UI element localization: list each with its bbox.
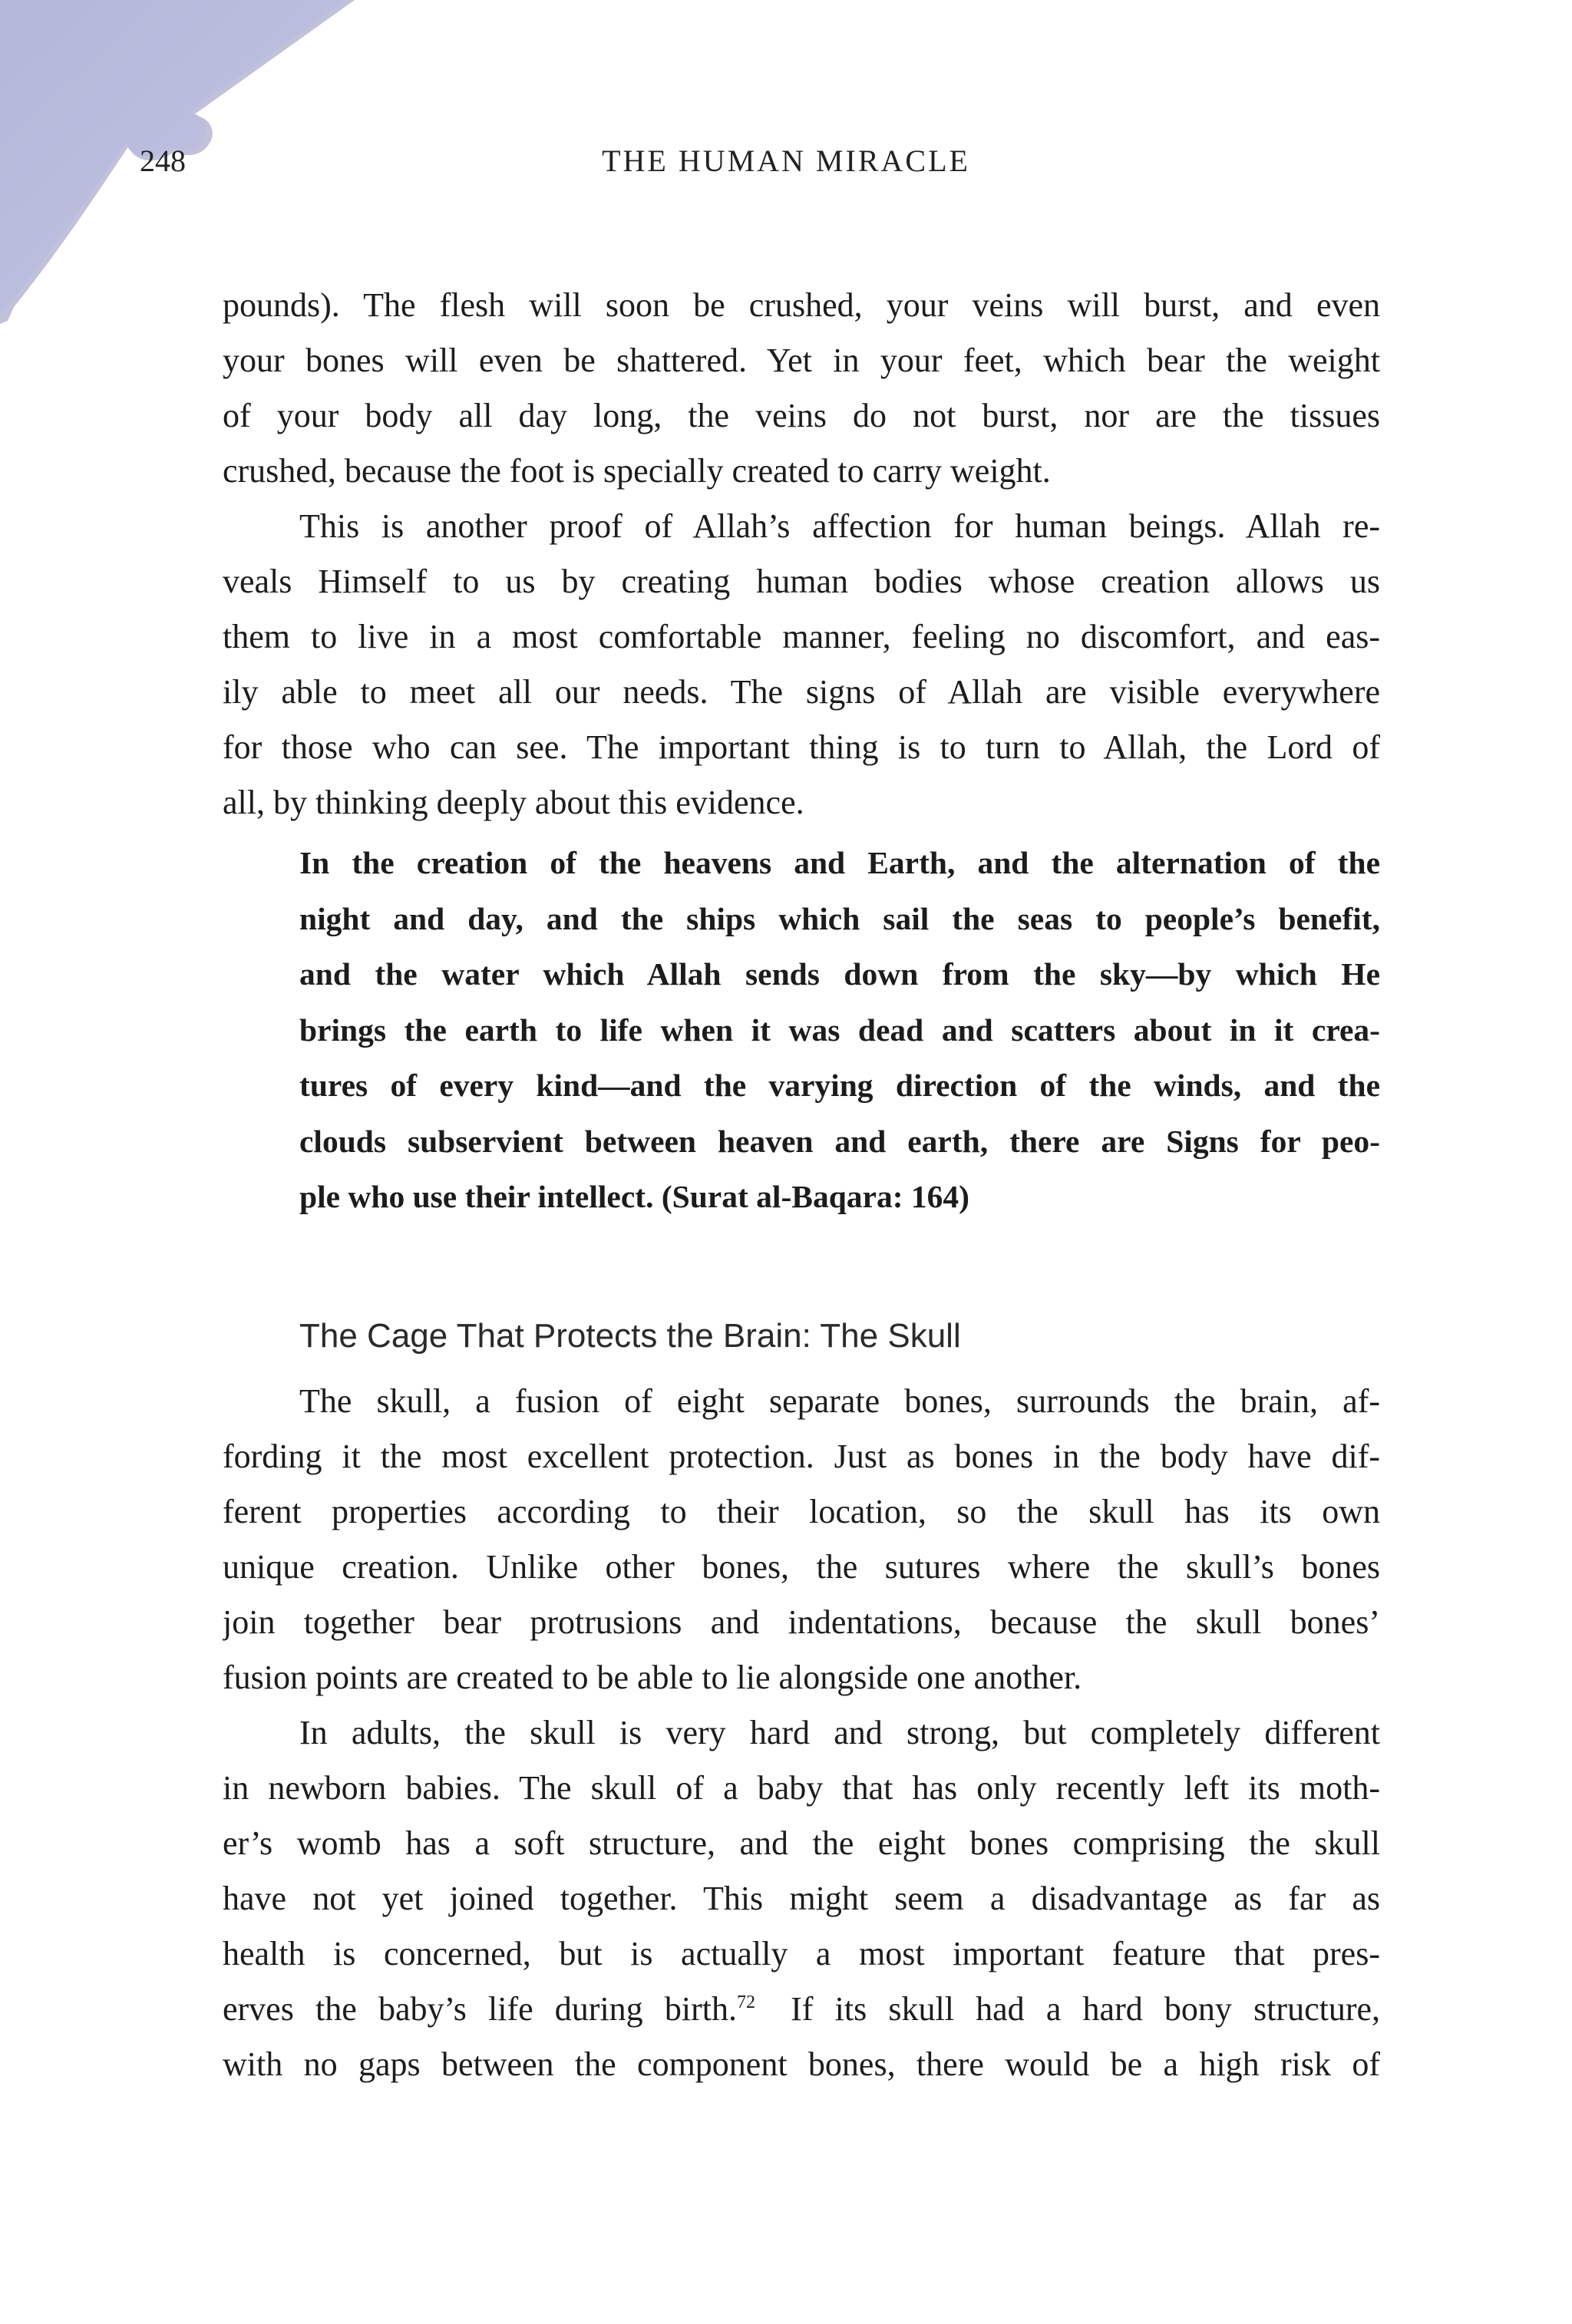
quote-line: and the water which Allah sends down from the sky—by which He <box>299 956 1380 992</box>
text-line: In adults, the skull is very hard and strong, but completely different <box>299 1713 1380 1751</box>
quote-line: night and day, and the ships which sail the seas to people’s benefit, <box>299 900 1380 936</box>
text-line: them to live in a most comfortable manner, feeling no discomfort, and eas- <box>223 618 1380 655</box>
section-heading: The Cage That Protects the Brain: The Skull <box>299 1316 961 1355</box>
footnote-line-after: If its skull had a hard bony structure, <box>791 1989 1380 2028</box>
paragraph <box>223 1374 1380 1705</box>
text-line: er’s womb has a soft structure, and the eight bones comprising the skull <box>223 1824 1380 1862</box>
footnote-reference[interactable]: 72 <box>736 1992 755 2012</box>
text-line <box>223 1982 1380 2037</box>
text-line: veals Himself to us by creating human bodies whose creation allows us <box>223 563 1380 600</box>
quote-line: In the creation of the heavens and Earth, and the alternation of the <box>299 845 1380 880</box>
text-line: fusion points are created to be able to lie alongside one another. <box>223 1658 1082 1696</box>
paragraph <box>223 1705 1380 2092</box>
text-line: have not yet joined together. This might seem a disadvantage as far as <box>223 1879 1380 1917</box>
text-line: of your body all day long, the veins do not burst, nor are the tissues <box>223 397 1380 434</box>
footnote-line-before: erves the baby’s life during birth. <box>223 1989 737 2028</box>
text-line: unique creation. Unlike other bones, the sutures where the skull’s bones <box>223 1547 1380 1586</box>
text-line: ferent properties according to their location, so the skull has its own <box>223 1492 1380 1530</box>
quran-quote <box>299 835 1380 1225</box>
quote-line: brings the earth to life when it was dead and scatters about in it crea- <box>299 1012 1380 1048</box>
quote-line: tures of every kind—and the varying direction of the winds, and the <box>299 1068 1380 1103</box>
page-number: 248 <box>140 144 186 178</box>
text-line: health is concerned, but is actually a most important feature that pres- <box>223 1934 1380 1972</box>
text-line: all, by thinking deeply about this evidence. <box>223 784 804 821</box>
text-line: crushed, because the foot is specially created to carry weight. <box>223 452 1051 490</box>
quote-line: clouds subservient between heaven and earth, there are Signs for peo- <box>299 1123 1380 1159</box>
text-line: join together bear protrusions and indentations, because the skull bones’ <box>223 1603 1380 1641</box>
text-line: in newborn babies. The skull of a baby that has only recently left its moth- <box>223 1768 1380 1807</box>
text-line: The skull, a fusion of eight separate bones, surrounds the brain, af- <box>299 1382 1380 1420</box>
quote-line: ple who use their intellect. (Surat al-Baqara: 164) <box>299 1179 969 1214</box>
text-line: ily able to meet all our needs. The signs of Allah are visible everywhere <box>223 673 1380 711</box>
paragraph <box>223 499 1380 830</box>
text-line: This is another proof of Allah’s affection for human beings. Allah re- <box>299 507 1380 545</box>
text-line: pounds). The flesh will soon be crushed, your veins will burst, and even <box>223 286 1380 324</box>
text-line: your bones will even be shattered. Yet in your feet, which bear the weight <box>223 342 1380 379</box>
text-line: fording it the most excellent protection. Just as bones in the body have dif- <box>223 1437 1380 1475</box>
text-line: for those who can see. The important thing is to turn to Allah, the Lord of <box>223 728 1380 766</box>
body-text <box>223 278 1380 2092</box>
paragraph <box>223 278 1380 499</box>
text-line: with no gaps between the component bones, there would be a high risk of <box>223 2045 1380 2083</box>
running-title: THE HUMAN MIRACLE <box>602 144 970 178</box>
